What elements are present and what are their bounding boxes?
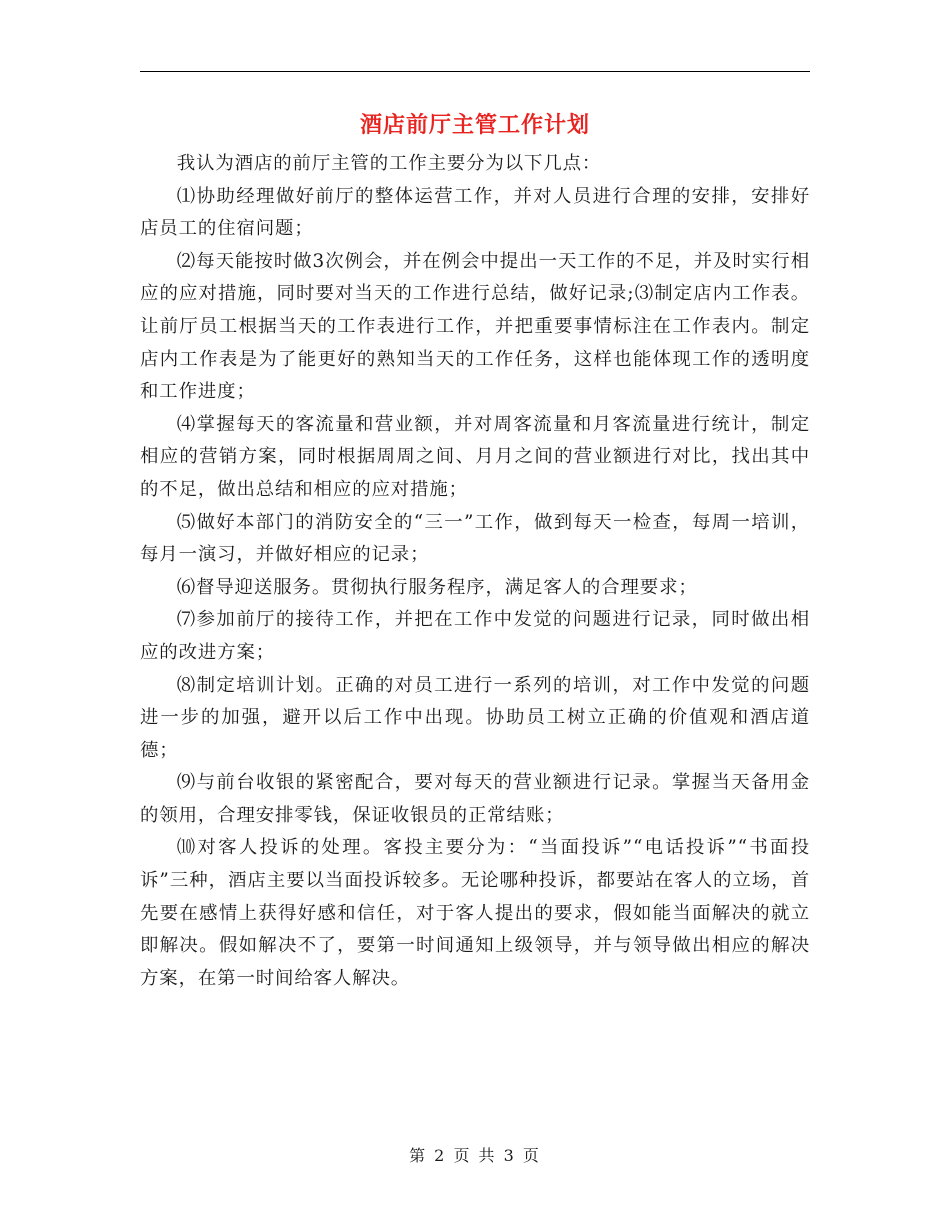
document-body bbox=[140, 148, 810, 995]
document-title: 酒店前厅主管工作计划 bbox=[359, 112, 590, 138]
page-footer: 第 2 页 共 3 页 bbox=[409, 1146, 541, 1165]
paragraph-item-5: ⑸做好本部门的消防安全的“三一”工作，做到每天一检查，每周一培训，每月一演习，并做好相应的记录； bbox=[140, 511, 810, 566]
paragraph-item-9: ⑼与前台收银的紧密配合，要对每天的营业额进行记录。掌握当天备用金的领用，合理安排零钱，保证收银员的正常结账； bbox=[140, 772, 810, 826]
paragraph-item-2-3: ⑵每天能按时做3次例会，并在例会中提出一天工作的不足，并及时实行相应的应对措施，同时要对当天的工作进行总结，做好记录;⑶制定店内工作表。让前厅员工根据当天的工作表进行工作，并把重要事情标注在工作表内。制定店内工作表是为了能更好的熟知当天的工作任务，这样也能体现工作的透明度和工作进度； bbox=[140, 250, 810, 403]
paragraph-item-6: ⑹督导迎送服务。贯彻执行服务程序，满足客人的合理要求； bbox=[176, 576, 698, 598]
paragraph-intro: 我认为酒店的前厅主管的工作主要分为以下几点： bbox=[176, 153, 602, 174]
paragraph-item-4: ⑷掌握每天的客流量和营业额，并对周客流量和月客流量进行统计，制定相应的营销方案，同时根据周周之间、月月之间的营业额进行对比，找出其中的不足，做出总结和相应的应对措施； bbox=[140, 413, 810, 500]
header-rule bbox=[140, 71, 810, 72]
paragraph-item-1: ⑴协助经理做好前厅的整体运营工作，并对人员进行合理的安排，安排好店员工的住宿问题； bbox=[140, 185, 810, 240]
paragraph-item-7: ⑺参加前厅的接待工作，并把在工作中发觉的问题进行记录，同时做出相应的改进方案； bbox=[140, 609, 810, 663]
paragraph-item-10: ⑽对客人投诉的处理。客投主要分为：“当面投诉”“电话投诉”“书面投诉”三种，酒店主要以当面投诉较多。无论哪种投诉，都要站在客人的立场，首先要在感情上获得好感和信任，对于客人提出的要求，假如能当面解决的就立即解决。假如解决不了，要第一时间通知上级领导，并与领导做出相应的解决方案，在第一时间给客人解决。 bbox=[140, 837, 810, 989]
paragraph-item-8: ⑻制定培训计划。正确的对员工进行一系列的培训，对工作中发觉的问题进一步的加强，避开以后工作中出现。协助员工树立正确的价值观和酒店道德； bbox=[140, 674, 810, 761]
